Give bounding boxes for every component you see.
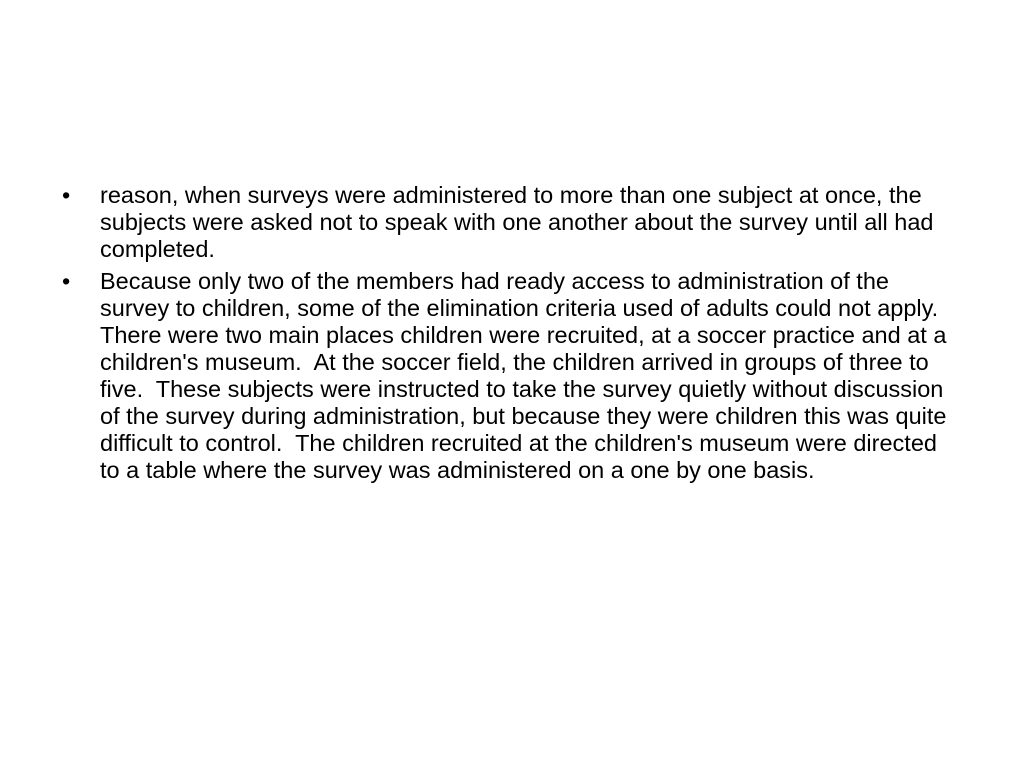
bullet-text: reason, when surveys were administered to more than one subject at once, the subjects were asked not to speak with one another about the survey until all had completed. xyxy=(100,182,940,262)
bullet-item xyxy=(62,182,962,263)
bullet-icon: • xyxy=(62,182,71,208)
slide-body xyxy=(62,182,962,489)
bullet-text: Because only two of the members had ready access to administration of the survey to children, some of the elimination criteria used of adults could not apply. There were two main places children were recruited, at a soccer practice and at a children's museum. At the soccer field, the children arrived in groups of three to five. These subjects were instructed to take the survey quietly without discussion of the survey during administration, but because they were children this was quite difficult to control. The children recruited at the children's museum were directed to a table where the survey was administered on a one by one basis. xyxy=(100,268,953,483)
bullet-icon: • xyxy=(62,268,71,294)
bullet-item xyxy=(62,268,962,484)
bullet-list xyxy=(62,182,962,484)
